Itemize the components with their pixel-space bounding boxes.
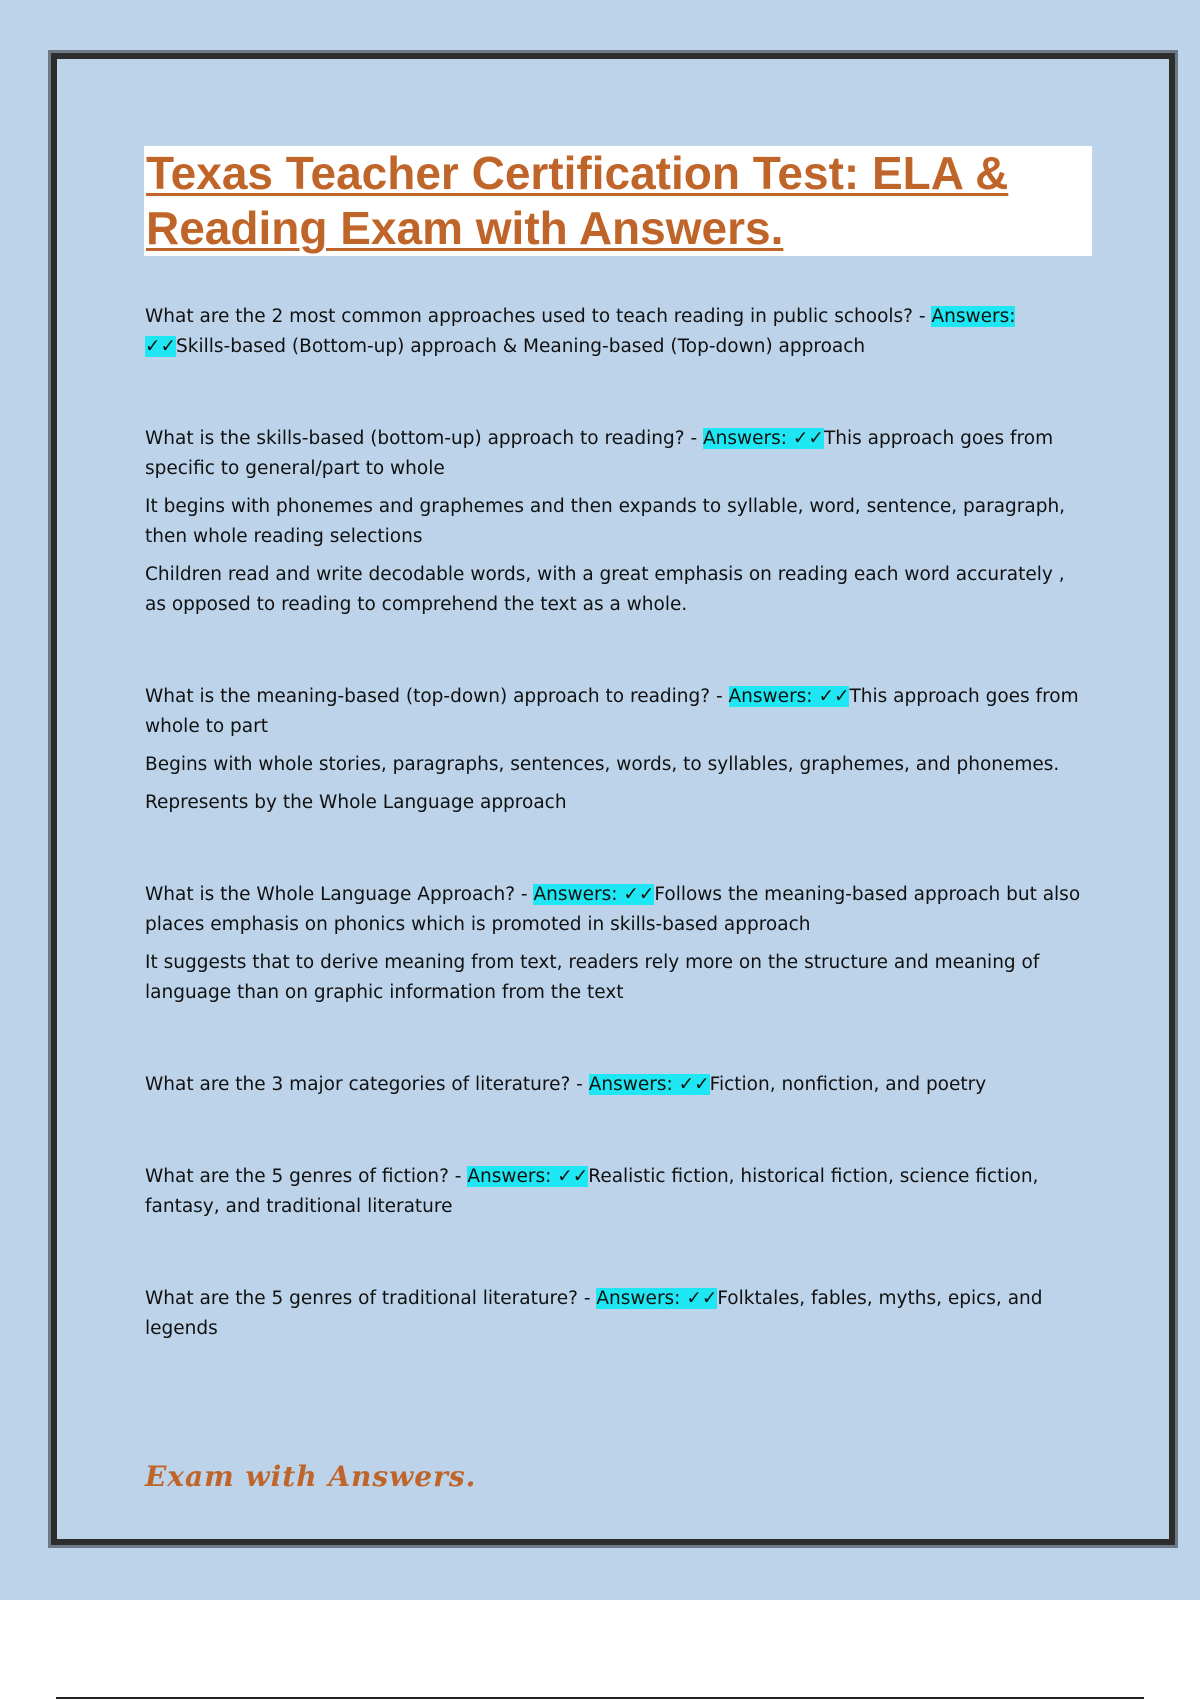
check-marks-icon: ✓✓ [678,1074,710,1095]
bottom-rule [56,1697,1144,1699]
qa-question-line [145,880,1090,940]
qa-item [145,302,1090,362]
check-marks-icon: ✓✓ [557,1166,589,1187]
qa-item [145,424,1090,620]
question-text: What is the meaning-based (top-down) approach to reading? - [145,686,723,707]
answer-text: Follows the meaning-based approach but also places emphasis on phonics which is promoted in skills-based approach [145,884,1081,935]
question-text: What are the 5 genres of traditional literature? - [145,1288,591,1309]
answer-label: Answers: [703,428,788,449]
qa-question-line [145,424,1090,484]
answer-label: Answers: [533,884,618,905]
qa-question-line [145,1070,1090,1100]
check-marks-icon: ✓✓ [818,686,850,707]
qa-item [145,880,1090,1008]
answer-text: This approach goes from whole to part [145,686,1079,737]
qa-question-line [145,682,1090,742]
check-marks-icon: ✓✓ [792,428,824,449]
answer-highlight [703,428,824,449]
answer-label: Answers: [596,1288,681,1309]
answer-text: This approach goes from specific to general/part to whole [145,428,1054,479]
qa-question-line [145,302,1090,362]
question-text: What is the Whole Language Approach? - [145,884,528,905]
answer-text: Realistic fiction, historical fiction, science fiction, fantasy, and traditional literature [145,1166,1039,1217]
question-text: What are the 3 major categories of literature? - [145,1074,583,1095]
check-marks-icon: ✓✓ [686,1288,718,1309]
qa-item [145,1162,1090,1222]
qa-question-line [145,1162,1090,1222]
answer-label: Answers: [931,306,1016,327]
footer-brand: Exam with Answers. [145,1460,477,1493]
answer-highlight [596,1288,717,1309]
answer-label: Answers: [728,686,813,707]
answer-highlight [729,686,850,707]
check-marks-icon: ✓✓ [623,884,655,905]
answer-detail: Represents by the Whole Language approach [145,792,567,813]
question-text: What is the skills-based (bottom-up) approach to reading? - [145,428,698,449]
qa-item [145,682,1090,818]
answer-detail: Begins with whole stories, paragraphs, sentences, words, to syllables, graphemes, and phonemes. [145,754,1060,775]
answer-detail: It begins with phonemes and graphemes and then expands to syllable, word, sentence, paragraph, then whole reading selections [145,496,1066,547]
answer-label: Answers: [588,1074,673,1095]
answer-text: Folktales, fables, myths, epics, and legends [145,1288,1043,1339]
question-text: What are the 2 most common approaches used to teach reading in public schools? - [145,306,926,327]
answer-text: Fiction, nonfiction, and poetry [709,1074,987,1095]
answer-highlight [589,1074,710,1095]
answer-text: Skills-based (Bottom-up) approach & Meaning-based (Top-down) approach [176,336,866,357]
qa-question-line [145,1284,1090,1344]
answer-highlight [467,1166,588,1187]
qa-item [145,1284,1090,1344]
answer-label: Answers: [467,1166,552,1187]
qa-item [145,1070,1090,1100]
answer-detail: Children read and write decodable words, with a great emphasis on reading each word accurately , as opposed to reading to comprehend the text as a whole. [145,564,1065,615]
page-title: Texas Teacher Certification Test: ELA & Reading Exam with Answers. [146,147,1009,254]
question-text: What are the 5 genres of fiction? - [145,1166,462,1187]
qa-list [145,302,1090,1406]
answer-detail: It suggests that to derive meaning from text, readers rely more on the structure and meaning of language than on graphic information from the text [145,952,1040,1003]
check-marks-icon: ✓✓ [145,336,177,357]
answer-highlight [533,884,654,905]
